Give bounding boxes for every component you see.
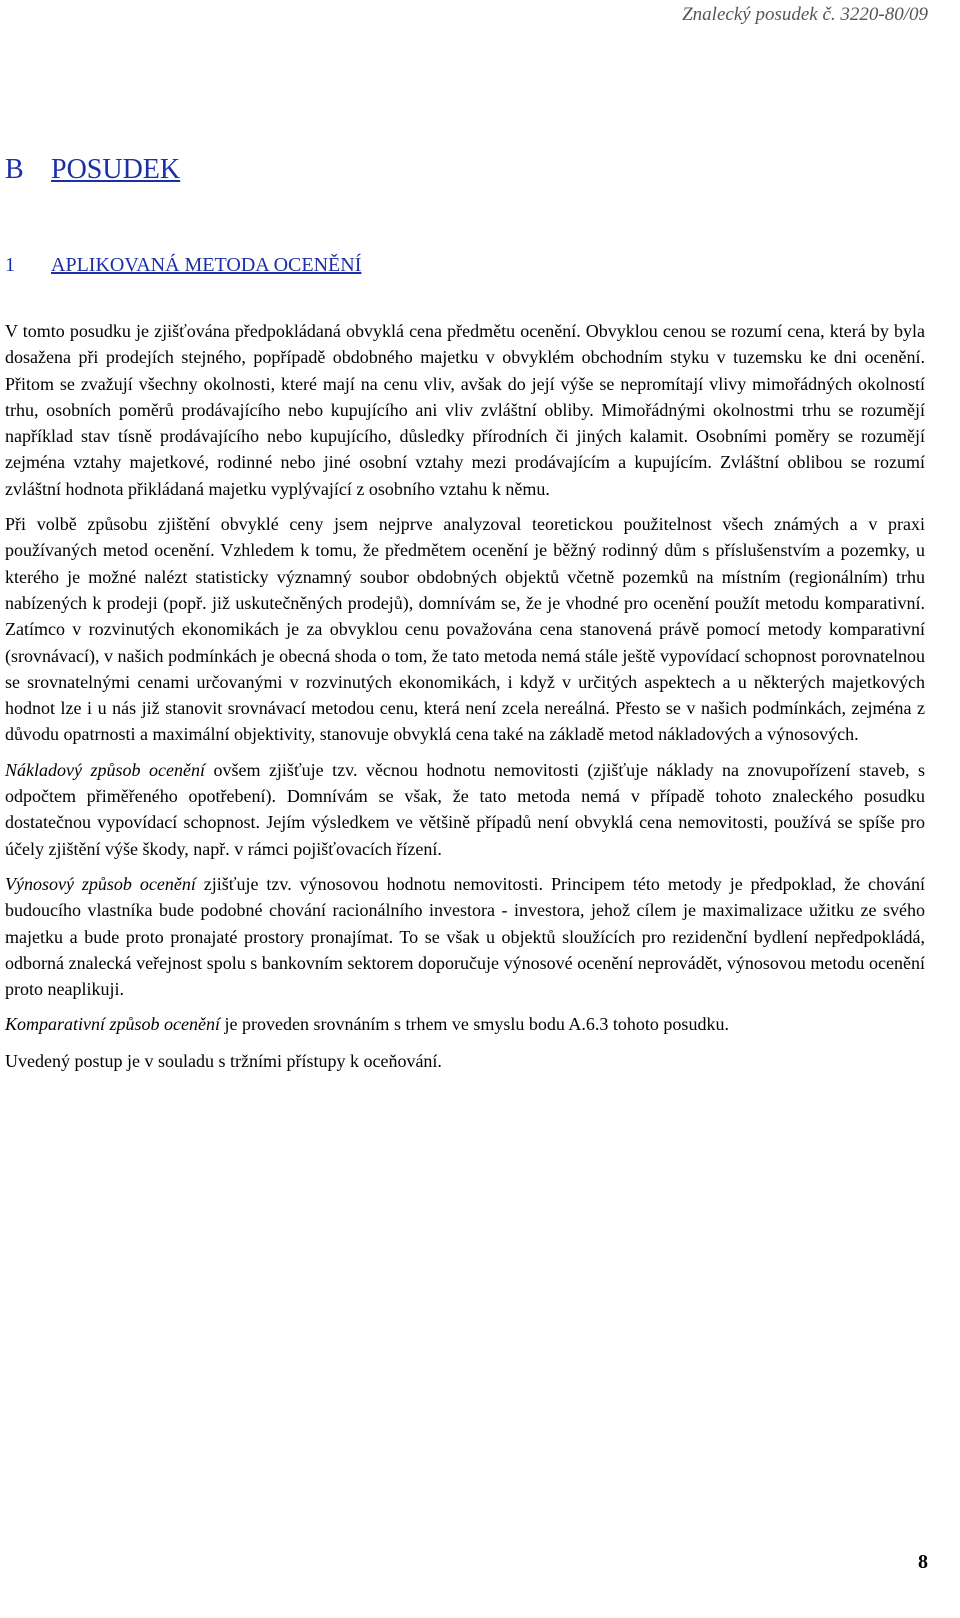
paragraph-conclusion: Uvedený postup je v souladu s tržními přístupy k oceňování. <box>5 1050 442 1071</box>
text-income-approach: zjišťuje tzv. výnosovou hodnotu nemovitosti. Principem této metody je předpoklad, že chování budoucího vlastníka bude podobné chování racionálního investora - investora, jehož cílem je maximalizace užitku ze svého majetku a bude proto pronajaté prostory pronajímat. To se však u objektů sloužících pro rezidenční bydlení nepředpokládá, odborná znalecká veřejnost spolu s bankovním sektorem doporučuje výnosové ocenění neprovádět, výnosovou metodu ocenění proto neaplikuji. <box>5 873 925 1000</box>
subsection-title: APLIKOVANÁ METODA OCENĚNÍ <box>51 254 362 276</box>
subsection-number: 1 <box>5 254 15 276</box>
paragraph-comparative-approach <box>5 1011 925 1037</box>
paragraph-method-selection: Při volbě způsobu zjištění obvyklé ceny jsem nejprve analyzoval teoretickou použitelnost všech známých a v praxi používaných metod ocenění. Vzhledem k tomu, že předmětem ocenění je běžný rodinný dům s příslušenstvím a pozemky, u kterého je možné nalézt statisticky významný soubor obdobných objektů včetně pozemků na místním (regionálním) trhu nabízených k prodeji (popř. již uskutečněných prodejů), domnívám se, že je vhodné pro ocenění použít metodu komparativní. Zatímco v rozvinutých ekonomikách je za obvyklou cenu považována cena stanovená právě pomocí metody komparativní (srovnávací), v našich podmínkách je obecná shoda o tom, že tato metoda nemá stále ještě vypovídací schopnost porovnatelnou se srovnatelnými cenami určovanými v rozvinutých ekonomikách, i když v určitých aspektech a u některých majetkových hodnot lze i u nás již stanovit srovnávací metodou cenu, která není zcela nereálná. Přesto se v našich podmínkách, zejména z důvodu opatrnosti a maximální objektivity, stanovuje obvyklá cena také na základě metod nákladových a výnosových. <box>5 514 925 745</box>
term-comparative-approach: Komparativní způsob ocenění <box>5 1014 220 1035</box>
subsection-heading <box>5 252 361 278</box>
term-cost-approach: Nákladový způsob ocenění <box>5 759 205 780</box>
text-comparative-approach: je proveden srovnáním s trhem ve smyslu bodu A.6.3 tohoto posudku. <box>219 1014 729 1035</box>
document-reference: Znalecký posudek č. 3220-80/09 <box>682 4 928 25</box>
document-body <box>5 318 925 1083</box>
section-title: POSUDEK <box>51 154 181 185</box>
paragraph-cost-approach <box>5 757 925 862</box>
section-heading <box>5 152 180 188</box>
text-cost-approach: ovšem zjišťuje tzv. věcnou hodnotu nemovitosti (zjišťuje náklady na znovupořízení staveb, s odpočtem přiměřeného opotřebení). Domnívám se však, že tato metoda nemá v případě tohoto znaleckého posudku dostatečnou vypovídací schopnost. Jejím výsledkem ve většině případů není obvyklá cena nemovitosti, používá se spíše pro účely zjištění výše škody, např. v rámci pojišťovacích řízení. <box>5 759 925 859</box>
term-income-approach: Výnosový způsob ocenění <box>5 873 196 894</box>
section-letter: B <box>5 154 24 185</box>
paragraph-income-approach <box>5 871 925 1002</box>
paragraph-market-value-definition: V tomto posudku je zjišťována předpokládaná obvyklá cena předmětu ocenění. Obvyklou cenou se rozumí cena, která by byla dosažena při prodejích stejného, popřípadě obdobného majetku v obvyklém obchodním styku v tuzemsku ke dni ocenění. Přitom se zvažují všechny okolnosti, které mají na cenu vliv, avšak do její výše se nepromítají vlivy mimořádných okolností trhu, osobních poměrů prodávajícího nebo kupujícího ani vliv zvláštní obliby. Mimořádnými okolnostmi trhu se rozumějí například stav tísně prodávajícího nebo kupujícího, důsledky přírodních či jiných kalamit. Osobními poměry se rozumějí zejména vztahy majetkové, rodinné nebo jiné osobní vztahy mezi prodávajícím a kupujícím. Zvláštní oblibou se rozumí zvláštní hodnota přikládaná majetku vyplývající z osobního vztahu k němu. <box>5 321 925 499</box>
page-number: 8 <box>918 1551 928 1573</box>
